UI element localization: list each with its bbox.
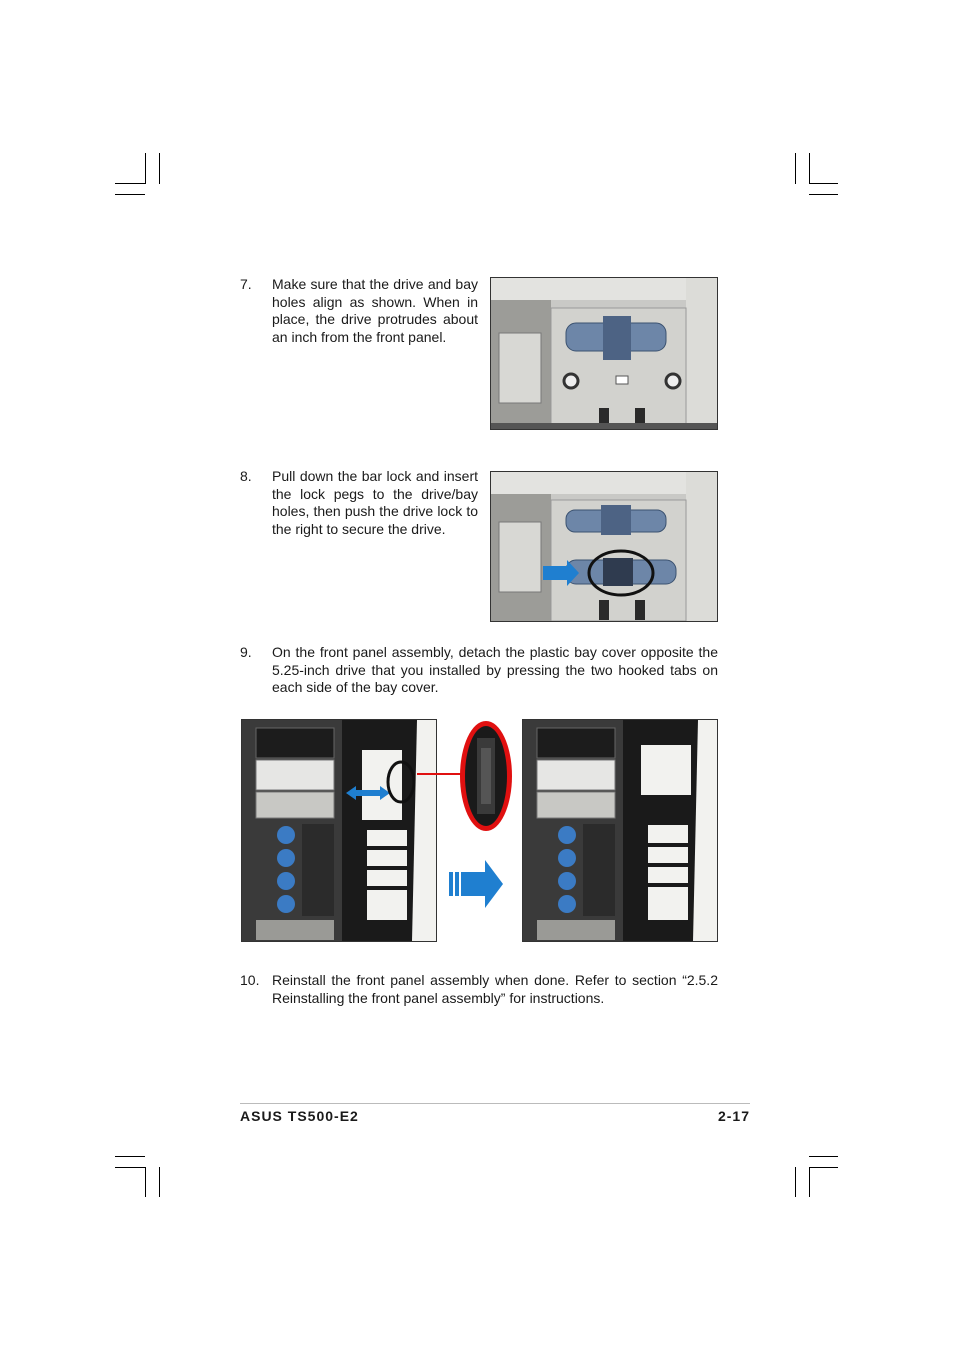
crop-mark [809, 1167, 810, 1197]
footer-product-name: ASUS TS500-E2 [240, 1108, 359, 1124]
step-text: Make sure that the drive and bay holes align as shown. When in place, the drive protrudes about an inch from the front panel. [272, 276, 478, 345]
crop-mark [795, 153, 796, 184]
crop-mark [795, 1167, 796, 1197]
crop-mark [115, 1156, 145, 1157]
footer-page-number: 2-17 [717, 1108, 750, 1124]
crop-mark [809, 153, 810, 184]
blue-arrow-icon [461, 860, 503, 908]
transition-arrow [449, 860, 503, 908]
step-number: 9. [240, 644, 252, 660]
zoom-callout [415, 718, 517, 838]
crop-mark [145, 153, 146, 184]
crop-mark [809, 183, 838, 184]
drive-bay-photo-step-7 [490, 277, 718, 430]
step-number: 8. [240, 468, 252, 484]
crop-mark [809, 1167, 838, 1168]
front-panel-photo-before [241, 719, 437, 942]
crop-mark [809, 1156, 838, 1157]
crop-mark [145, 1167, 146, 1197]
crop-mark [115, 183, 145, 184]
step-text: Reinstall the front panel assembly when done. Refer to section “2.5.2 Reinstalling the front panel assembly” for instructions. [272, 972, 718, 1006]
step-text: Pull down the bar lock and insert the lock pegs to the drive/bay holes, then push the drive lock to the right to secure the drive. [272, 468, 478, 537]
step-number: 7. [240, 276, 252, 292]
crop-mark [809, 194, 838, 195]
drive-lock-photo-step-8 [490, 471, 718, 622]
front-panel-photo-after [522, 719, 718, 942]
step-number: 10. [240, 972, 260, 988]
crop-mark [159, 1167, 160, 1197]
crop-mark [115, 194, 145, 195]
crop-mark [115, 1167, 145, 1168]
footer-rule [240, 1103, 750, 1104]
crop-mark [159, 153, 160, 184]
step-text: On the front panel assembly, detach the plastic bay cover opposite the 5.25-inch drive that you installed by pressing the two hooked tabs on each side of the bay cover. [272, 644, 718, 695]
